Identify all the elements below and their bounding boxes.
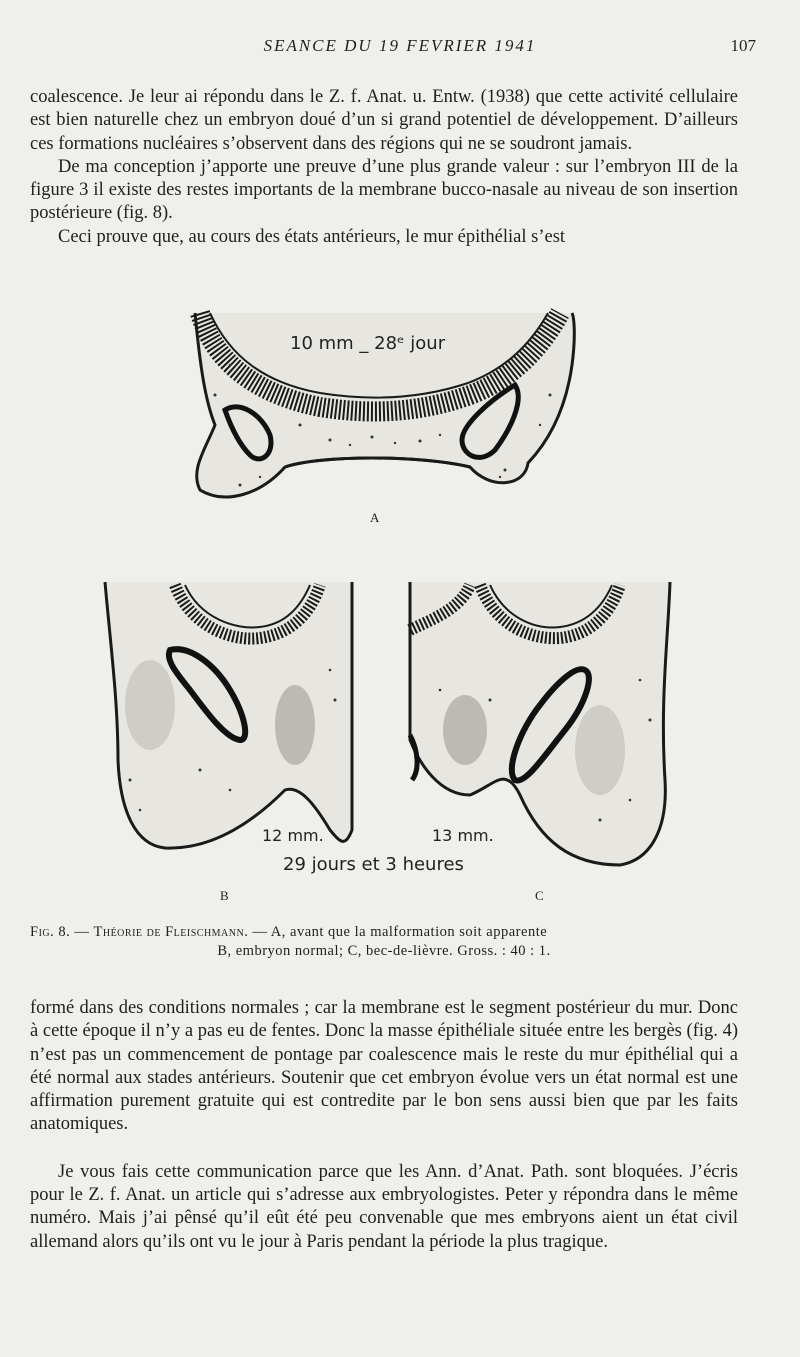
body-text-bottom — [30, 997, 738, 1254]
panel-b-annotation: 12 mm. — [262, 826, 324, 845]
panel-a-label: A — [370, 510, 381, 525]
panel-a-annotation: 10 mm _ 28ᵉ jour — [290, 333, 446, 354]
paragraph: Je vous fais cette communication parce que les Ann. d’Anat. Path. sont bloquées. J’écris pour le Z. f. Anat. un article qui s’adresse aux embryologistes. Peter y répondra dans le même numéro. Mais j’ai pênsé qu’il eût été peu convenable que mes embryons aient un état civil allemand alors qu’ils ont vu le jour à Paris pendant la période la plus tragique. — [30, 1161, 738, 1252]
panel-c-annotation: 13 mm. — [432, 826, 494, 845]
panel-b-label: B — [220, 888, 230, 903]
caption-line-1-rest: — A, avant que la malformation soit apparente — [252, 924, 548, 940]
bc-common-annotation: 29 jours et 3 heures — [283, 854, 464, 875]
figure-caption — [30, 923, 738, 961]
caption-line-1: Fig. 8. — Théorie de Fleischmann. — A, avant que la malformation soit apparente — [30, 924, 548, 940]
page-number: 107 — [730, 36, 756, 55]
paragraph: De ma conception j’apporte une preuve d’une plus grande valeur : sur l’embryon III de la figure 3 il existe des restes importants de la membrane bucco-nasale au niveau de son insertion postérieure (fig. 8). — [30, 156, 738, 224]
running-head: SEANCE DU 19 FEVRIER 1941 — [263, 36, 537, 55]
body-text-top — [30, 86, 738, 249]
caption-title: Théorie de Fleischmann. — [93, 924, 249, 940]
caption-line-2: B, embryon normal; C, bec-de-lièvre. Gross. : 40 : 1. — [217, 943, 551, 959]
panel-c-label: C — [535, 888, 545, 903]
page-header — [0, 36, 800, 62]
figure-panels-bc-drawing — [0, 580, 800, 880]
paragraph: formé dans des conditions normales ; car la membrane est le segment postérieur du mur. Donc à cette époque il n’y a pas eu de fentes. Donc la masse épithéliale située entre les bergès (fig. 4) n’est pas un commencement de pontage par coalescence mais le reste du mur épithélial qui a été normal aux stades antérieurs. Soutenir que cet embryon évolue vers un état normal est une affirmation purement gratuite qui est contredite par le bon sens aussi bien que par les faits anatomiques. — [30, 998, 738, 1135]
caption-fig-label: Fig. 8. — [30, 924, 71, 940]
paragraph: Ceci prouve que, au cours des états antérieurs, le mur épithélial s’est — [58, 226, 566, 247]
paragraph: coalescence. Je leur ai répondu dans le Z. f. Anat. u. Entw. (1938) que cette activité cellulaire est bien naturelle chez un embryon doué d’un si grand potentiel de développement. D’ailleurs ces formations nucléaires s’observent dans des régions qui ne se soudront jamais. — [30, 87, 738, 154]
